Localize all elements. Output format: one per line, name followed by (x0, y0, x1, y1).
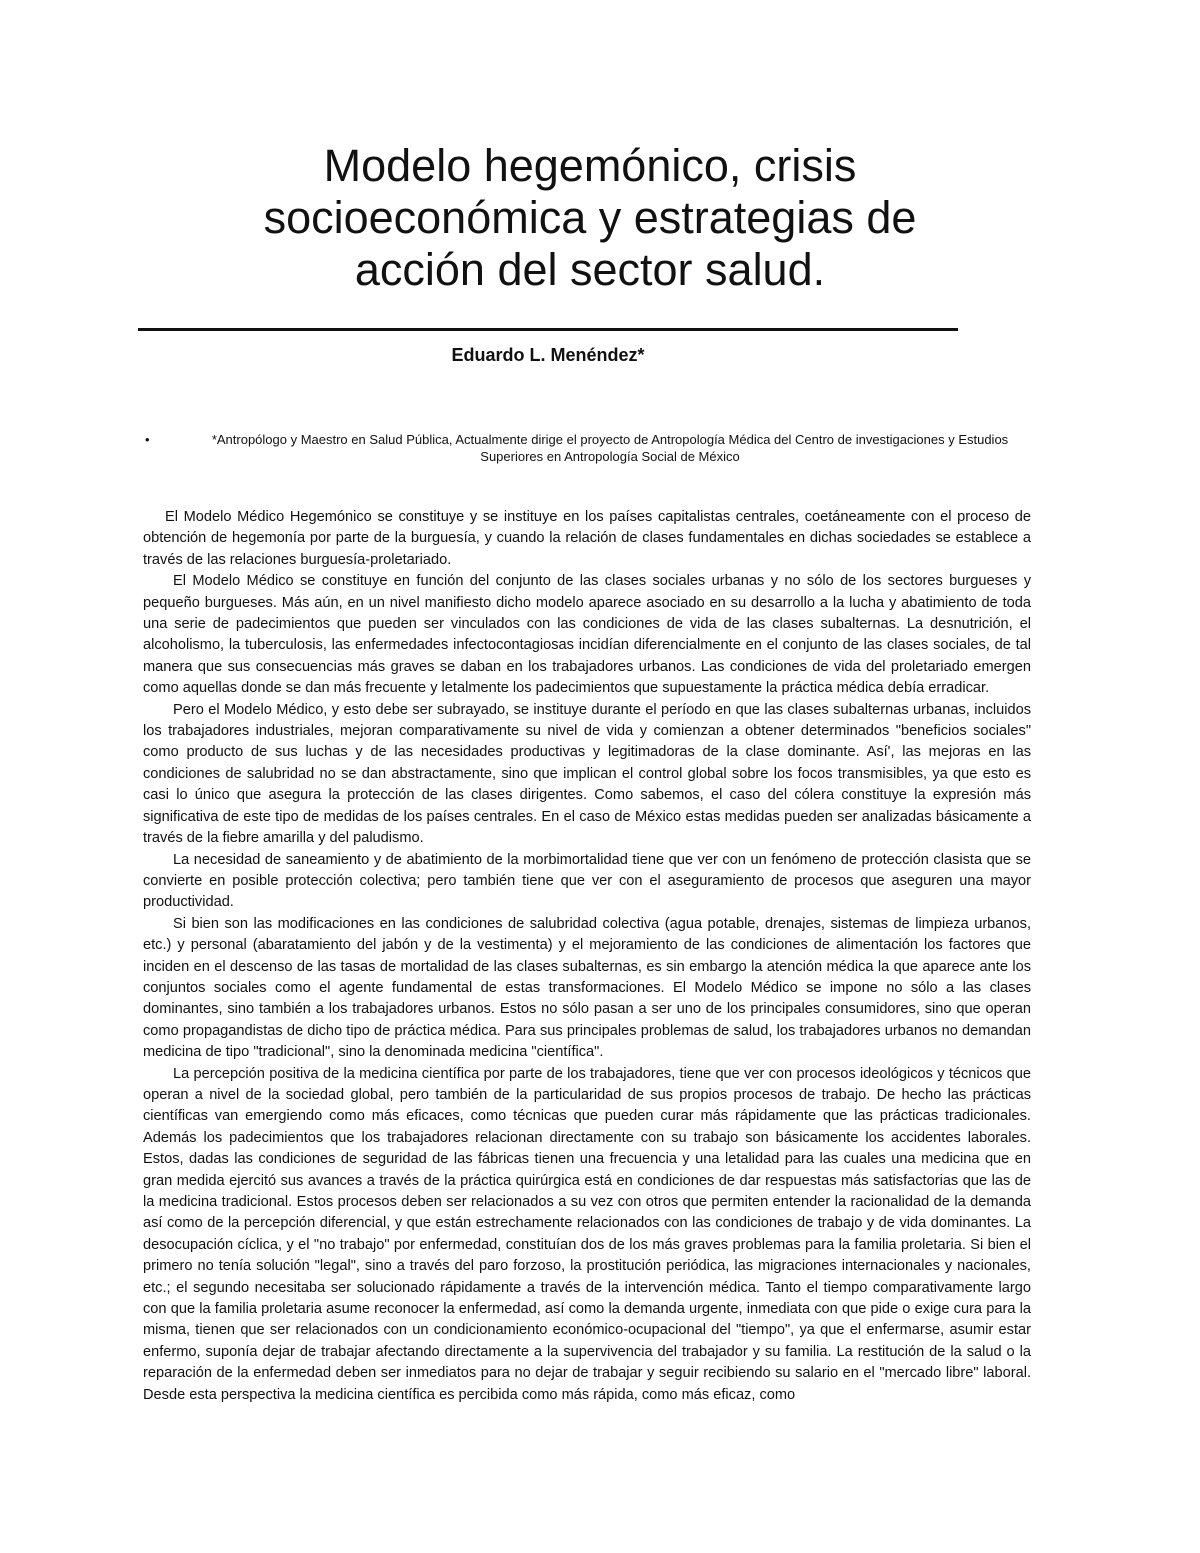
title-line: acción del sector salud. (354, 244, 826, 295)
title-line: socioeconómica y estrategias de (263, 192, 917, 243)
footnote-text: *Antropólogo y Maestro en Salud Pública, Actualmente dirige el proyecto de Antropología Médica del Centro de investigaciones y Estudios Superiores en Antropología Social de México (211, 432, 1009, 464)
body-text (143, 507, 1031, 1406)
author-footnote (145, 431, 1045, 465)
author-name: Eduardo L. Menéndez* (451, 345, 645, 365)
document-title (190, 140, 990, 296)
title-line: Modelo hegemónico, crisis (323, 140, 857, 191)
paragraph: La necesidad de saneamiento y de abatimiento de la morbimortalidad tiene que ver con un fenómeno de protección clasista que se convierte en posible protección colectiva; pero también tiene que ver con el aseguramiento de procesos que aseguren una mayor productividad. (143, 851, 1031, 911)
paragraph: Si bien son las modificaciones en las condiciones de salubridad colectiva (agua potable, drenajes, sistemas de limpieza urbanos, etc.) y personal (abaratamiento del jabón y de la vestimenta) y el mejoramiento de las condiciones de alimentación los factores que inciden en el descenso de las tasas de mortalidad de las clases subalternas, es sin embargo la atención médica la que aparece ante los conjuntos sociales como el agente fundamental de estas transformaciones. El Modelo Médico se impone no sólo a las clases dominantes, sino también a los trabajadores urbanos. Estos no sólo pasan a ser uno de los principales consumidores, sino que operan como propagandistas de dicho tipo de práctica médica. Para sus principales problemas de salud, los trabajadores urbanos no demandan medicina de tipo "tradicional", sino la denominada medicina "científica". (143, 915, 1031, 1061)
title-divider (138, 328, 958, 331)
paragraph: El Modelo Médico se constituye en función del conjunto de las clases sociales urbanas y no sólo de los sectores burgueses y pequeño burgueses. Más aún, en un nivel manifiesto dicho modelo aparece asociado en su desarrollo a la lucha y abatimiento de toda una serie de padecimientos que pueden ser vinculados con las condiciones de vida de las clases subalternas. La desnutrición, el alcoholismo, la tuberculosis, las enfermedades infectocontagiosas incidían diferencialmente en el conjunto de las clases sociales, de tal manera que sus consecuencias más graves se daban en los trabajadores urbanos. Las condiciones de vida del proletariado emergen como aquellas donde se dan más frecuente y letalmente los padecimientos que supuestamente la práctica médica debía erradicar. (143, 573, 1031, 697)
paragraph: La percepción positiva de la medicina científica por parte de los trabajadores, tiene que ver con procesos ideológicos y técnicos que operan a nivel de la sociedad global, pero también de la particularidad de sus propios procesos de trabajo. De hecho las prácticas científicas van emergiendo como más eficaces, como técnicas que pueden curar más rápidamente que las prácticas tradicionales. Además los padecimientos que los trabajadores relacionan directamente con su trabajo son básicamente los accidentes laborales. Estos, dadas las condiciones de seguridad de las fábricas tienen una frecuencia y una letalidad para las cuales una medicina que en gran medida ejercitó sus avances a través de la práctica quirúrgica está en condiciones de dar respuestas más satisfactorias que las de la medicina tradicional. Estos procesos deben ser relacionados a su vez con otros que permiten entender la racionalidad de la demanda así como de la percepción diferencial, y que están estrechamente relacionados con las condiciones de trabajo y de vida dominantes. La desocupación cíclica, y el "no trabajo" por enfermedad, constituían dos de los más graves problemas para la familia proletaria. Si bien el primero no tenía solución "legal", sino a través del paro forzoso, la prostitución periódica, las migraciones internacionales y nacionales, etc.; el segundo necesitaba ser solucionado rápidamente a través de la intervención médica. Tanto el tiempo comparativamente largo con que la familia proletaria asume reconocer la enfermedad, así como la demanda urgente, inmediata con que pide o exige cura para la misma, tienen que ser relacionados con un condicionamiento económico-ocupacional del "tiempo", ya que el enfermarse, asumir estar enfermo, suponía dejar de trabajar afectando directamente a la supervivencia del trabajador y su familia. La restitución de la salud o la reparación de la enfermedad deben ser inmediatos para no dejar de trabajar y seguir recibiendo su salario en el "mercado libre" laboral. Desde esta perspectiva la medicina científica es percibida como más rápida, como más eficaz, como (143, 1065, 1031, 1403)
paragraph: Pero el Modelo Médico, y esto debe ser subrayado, se instituye durante el período en que las clases subalternas urbanas, incluidos los trabajadores industriales, mejoran comparativamente su nivel de vida y comienzan a obtener determinados "beneficios sociales" como producto de sus luchas y de las necesidades productivas y legitimadoras de la clase dominante. Así', las mejoras en las condiciones de salubridad no se dan abstractamente, sino que implican el control global sobre los focos transmisibles, ya que esto es casi lo único que asegura la protección de las clases dirigentes. Como sabemos, el caso del cólera constituye la expresión más significativa de este tipo de medidas de los países centrales. En el caso de México estas medidas pueden ser analizadas básicamente a través de la fiebre amarilla y del paludismo. (143, 701, 1031, 847)
paragraph: El Modelo Médico Hegemónico se constituye y se instituye en los países capitalistas centrales, coetáneamente con el proceso de obtención de hegemonía por parte de la burguesía, y cuando la relación de clases fundamentales en dichas sociedades se establece a través de las relaciones burguesía-proletariado. (143, 509, 1031, 568)
footnote-bullet: • (145, 432, 150, 447)
